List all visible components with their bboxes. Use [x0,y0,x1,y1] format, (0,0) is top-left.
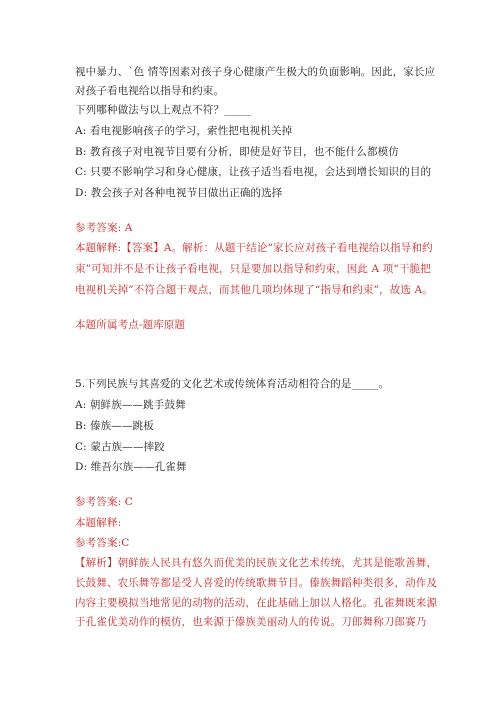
option-a: A: 看电视影响孩子的学习，索性把电视机关掉 [75,125,293,137]
option-c: C: 只要不影响学习和身心健康，让孩子适当看电视，会达到增长知识的目的 [75,166,432,178]
question-stem: 5.下列民族与其喜爱的文化艺术或传统体育活动相符合的是_____。 [75,378,390,390]
analysis-text: 朝鲜族人民具有悠久而优美的民族文化艺术传统，尤其是能歌善舞， [117,557,438,569]
reference-answer-inline: 参考答案:C [75,537,130,549]
option-d: D: 维吾尔族——孔雀舞 [75,461,187,473]
analysis-line [75,556,437,570]
explanation-label: 本题解释: [75,517,122,529]
question-stem-line: 对孩子看电视给以指导和约束。 [75,85,225,97]
option-b: B: 教育孩子对电视节目要有分析，即使是好节目，也不能什么都模仿 [75,146,399,158]
analysis-line: 于孔雀优美动作的模仿，也来源于傣族美丽动人的传说。刀郎舞称刀郎赛乃 [75,616,427,628]
option-d: D: 教会孩子对各种电视节目做出正确的选择 [75,187,283,199]
analysis-line: 长鼓舞、农乐舞等都是受人喜爱的传统歌舞节目。傣族舞蹈种类很多，动作及 [75,577,438,589]
analysis-label: 【解析】 [75,557,118,569]
question-stem-line: 视中暴力、`色 情等因素对孩子身心健康产生极大的负面影响。因此，家长应 [75,66,436,78]
explanation-line: 电视机关掉”不符合题干观点，而其他几项均体现了“指导和约束”，故选 A。 [75,284,433,296]
explanation-line [75,241,433,255]
option-b: B: 傣族——跳板 [75,420,154,432]
reference-answer: 参考答案: C [75,496,133,508]
knowledge-point: 本题所属考点-题库原题 [75,319,186,331]
option-a: A: 朝鲜族——跳手鼓舞 [75,399,186,411]
option-c: C: 蒙古族——摔跤 [75,441,165,453]
analysis-line: 内容主要模拟当地常见的动物的活动，在此基础上加以人格化。孔雀舞既来源 [75,597,438,609]
explanation-label: 本题解释:【答案】 [75,242,164,254]
explanation-line: 束”可知并不是不让孩子看电视，只是要加以指导和约束，因此 A 项“干脆把 [75,263,431,275]
reference-answer: 参考答案: A [75,222,133,234]
explanation-text: A。解析：从题干结论“家长应对孩子看电视给以指导和约 [163,242,433,254]
question-prompt: 下列哪种做法与以上观点不符？_____ [75,104,252,116]
